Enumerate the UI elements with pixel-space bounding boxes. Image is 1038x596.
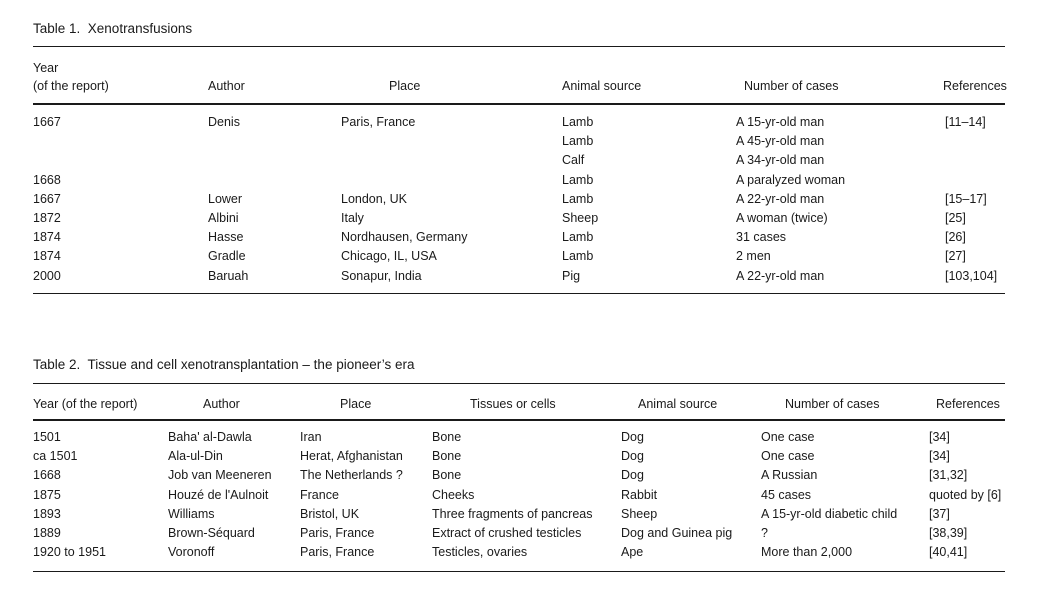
cell-author: Baruah [208, 268, 249, 283]
cell-refs: [37] [929, 506, 950, 521]
cell-animal: Pig [562, 268, 581, 283]
t1-header-year-line2: (of the report) [33, 79, 109, 93]
cell-cases: A 15-yr-old diabetic child [761, 506, 898, 521]
cell-author: Denis [208, 115, 240, 129]
table2-bottom-rule [33, 571, 1005, 572]
cell-animal: Lamb [562, 134, 594, 149]
cell-year: 1668 [33, 172, 61, 187]
cell-place: France [300, 487, 339, 502]
cell-author: Voronoff [168, 545, 215, 560]
cell-animal: Lamb [562, 172, 594, 187]
cell-year: 1920 to 1951 [33, 545, 106, 560]
cell-animal: Sheep [562, 211, 599, 225]
cell-place: London, UK [341, 191, 408, 206]
cell-animal: Lamb [562, 115, 594, 129]
cell-refs: [103,104] [945, 268, 998, 283]
cell-cases: A 15-yr-old man [736, 115, 825, 129]
cell-animal: Dog [621, 449, 644, 464]
t2-header-tissues: Tissues or cells [470, 397, 556, 411]
cell-place: Nordhausen, Germany [341, 230, 468, 245]
cell-animal: Dog [621, 468, 644, 483]
t1-header-cases: Number of cases [744, 79, 839, 93]
cell-author: Job van Meeneren [168, 468, 272, 483]
cell-animal: Dog [621, 430, 644, 444]
cell-author: Ala-ul-Din [168, 449, 223, 464]
cell-author: Baha' al-Dawla [168, 430, 252, 444]
table2-caption: Table 2. Tissue and cell xenotransplantation – the pioneer’s era [33, 357, 415, 372]
t2-header-refs: References [936, 397, 1000, 411]
cell-place: The Netherlands ? [300, 468, 403, 483]
cell-refs: [25] [945, 211, 966, 225]
cell-cases: A Russian [761, 468, 818, 483]
t1-header-animal: Animal source [562, 79, 642, 93]
cell-refs: [31,32] [929, 468, 968, 483]
cell-year: 2000 [33, 268, 61, 283]
table2-top-rule [33, 383, 1005, 384]
cell-refs: [38,39] [929, 526, 968, 540]
cell-author: Houzé de l'Aulnoit [168, 487, 269, 502]
cell-cases: A 22-yr-old man [736, 268, 825, 283]
cell-cases: More than 2,000 [761, 545, 853, 560]
cell-tissues: Testicles, ovaries [432, 545, 528, 560]
t2-header-animal: Animal source [638, 397, 718, 411]
cell-animal: Lamb [562, 191, 594, 206]
cell-refs: [34] [929, 449, 950, 464]
cell-year: 1874 [33, 249, 61, 264]
cell-tissues: Cheeks [432, 487, 475, 502]
cell-refs: quoted by [6] [929, 487, 1002, 502]
cell-place: Iran [300, 430, 322, 444]
cell-year: 1875 [33, 487, 61, 502]
table1-caption: Table 1. Xenotransfusions [33, 21, 193, 36]
t1-header-year-line1: Year [33, 61, 59, 75]
cell-refs: [34] [929, 430, 950, 444]
cell-place: Herat, Afghanistan [300, 449, 403, 464]
cell-cases: A 34-yr-old man [736, 153, 825, 168]
cell-author: Brown-Séquard [168, 526, 255, 540]
cell-refs: [11–14] [945, 115, 986, 129]
cell-refs: [26] [945, 230, 966, 245]
cell-place: Paris, France [300, 526, 375, 540]
cell-cases: A paralyzed woman [736, 172, 846, 187]
cell-tissues: Bone [432, 449, 462, 464]
cell-animal: Dog and Guinea pig [621, 526, 733, 540]
cell-animal: Ape [621, 545, 644, 560]
cell-tissues: Bone [432, 468, 462, 483]
cell-author: Lower [208, 191, 243, 206]
t2-header-cases: Number of cases [785, 397, 880, 411]
cell-cases: 45 cases [761, 487, 812, 502]
cell-animal: Rabbit [621, 487, 658, 502]
cell-cases: A 22-yr-old man [736, 191, 825, 206]
cell-tissues: Three fragments of pancreas [432, 506, 593, 521]
cell-refs: [15–17] [945, 191, 987, 206]
cell-place: Sonapur, India [341, 268, 422, 283]
cell-place: Italy [341, 211, 364, 225]
cell-place: Chicago, IL, USA [341, 249, 437, 264]
cell-year: 1893 [33, 506, 61, 521]
t1-header-refs: References [943, 79, 1007, 93]
cell-author: Albini [208, 211, 239, 225]
cell-year: 1668 [33, 468, 61, 483]
cell-year: 1667 [33, 115, 61, 129]
cell-place: Paris, France [300, 545, 375, 560]
table1-top-rule [33, 46, 1005, 47]
t1-header-place: Place [389, 79, 421, 93]
cell-animal: Lamb [562, 230, 594, 245]
cell-year: 1667 [33, 191, 61, 206]
cell-refs: [27] [945, 249, 966, 264]
cell-animal: Lamb [562, 249, 594, 264]
cell-cases: A woman (twice) [736, 211, 828, 225]
cell-cases: ? [761, 526, 768, 540]
cell-refs: [40,41] [929, 545, 968, 560]
cell-cases: One case [761, 430, 815, 444]
cell-animal: Sheep [621, 506, 658, 521]
t2-header-year: Year (of the report) [33, 397, 138, 411]
cell-author: Hasse [208, 230, 244, 245]
table2-header-rule [33, 419, 1005, 421]
cell-animal: Calf [562, 153, 585, 168]
t1-header-author: Author [208, 79, 245, 93]
cell-cases: 2 men [736, 249, 771, 264]
cell-cases: A 45-yr-old man [736, 134, 825, 149]
cell-place: Bristol, UK [300, 506, 360, 521]
cell-year: 1874 [33, 230, 61, 245]
cell-year: 1501 [33, 430, 61, 444]
t2-header-author: Author [203, 397, 240, 411]
cell-year: ca 1501 [33, 449, 78, 464]
cell-year: 1872 [33, 211, 61, 225]
cell-cases: One case [761, 449, 815, 464]
cell-cases: 31 cases [736, 230, 787, 245]
cell-author: Gradle [208, 249, 246, 264]
cell-author: Williams [168, 506, 215, 521]
t2-header-place: Place [340, 397, 372, 411]
cell-tissues: Bone [432, 430, 462, 444]
cell-year: 1889 [33, 526, 61, 540]
cell-tissues: Extract of crushed testicles [432, 526, 582, 540]
table1-bottom-rule [33, 293, 1005, 294]
cell-place: Paris, France [341, 115, 416, 129]
table1-header-rule [33, 103, 1005, 105]
